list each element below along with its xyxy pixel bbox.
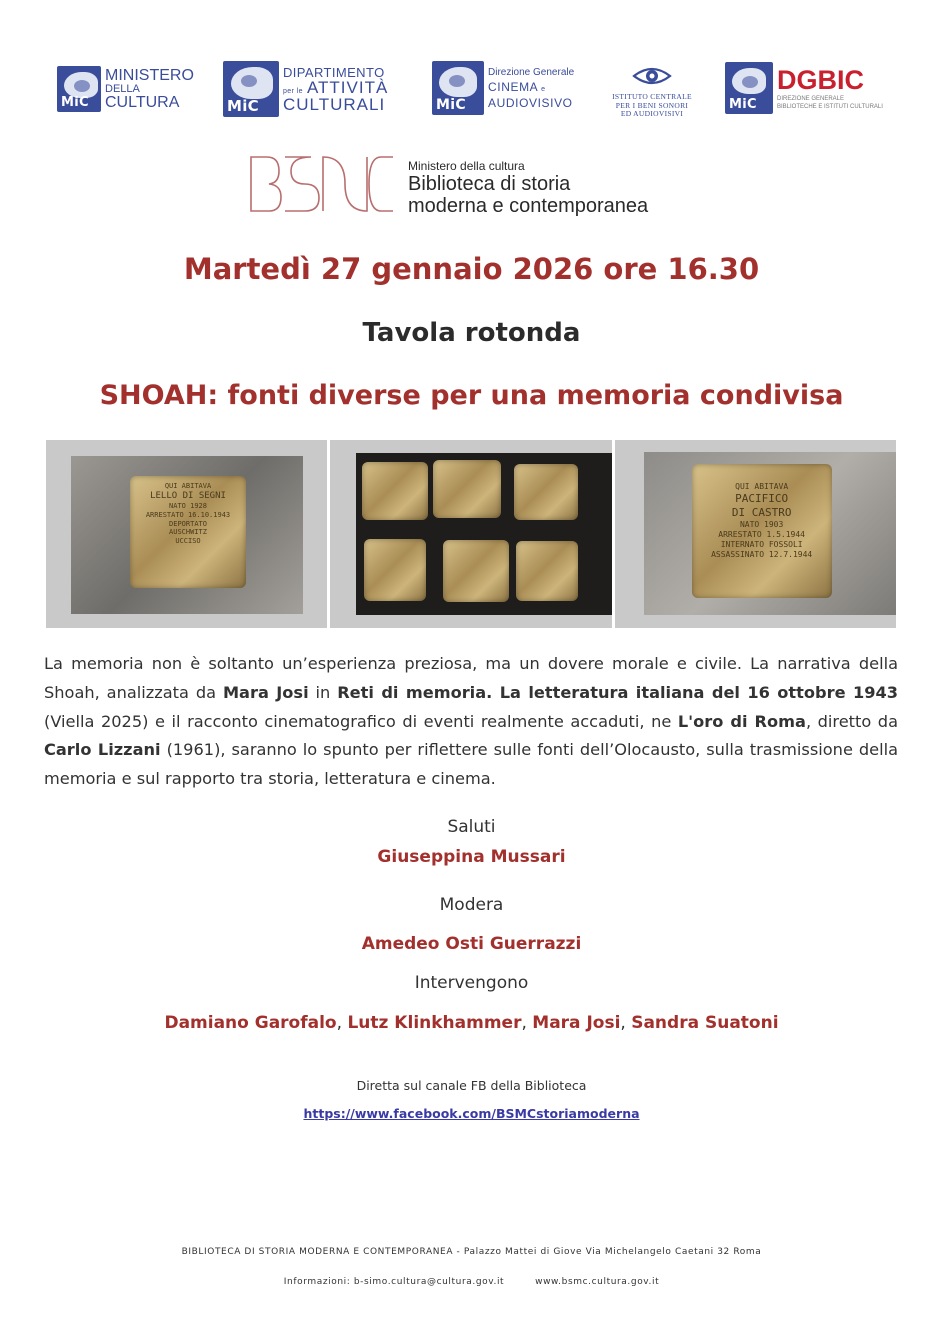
modera-name-text: Amedeo Osti Guerrazzi — [361, 934, 582, 954]
plaque-text: INTERNATO FOSSOLI — [720, 539, 803, 549]
eye-icon — [632, 64, 672, 88]
cinema-line3: AUDIOVISIVO — [488, 95, 573, 110]
separator: , — [620, 1013, 626, 1033]
speaker-name: Lutz Klinkhammer — [347, 1013, 522, 1033]
streaming-label: Diretta sul canale FB della Biblioteca — [356, 1078, 587, 1093]
mic-emblem-icon — [57, 66, 101, 112]
istituto-line1: ISTITUTO CENTRALE — [612, 92, 692, 101]
modera-label-text: Modera — [439, 895, 504, 915]
bsmc-logo-text — [408, 159, 648, 217]
intervengono-label — [0, 973, 943, 993]
stolperstein-plaque — [364, 539, 426, 601]
ministero-logo-text — [105, 68, 194, 111]
stolperstein-photo-3 — [615, 440, 896, 628]
plaque-text: QUI ABITAVA — [164, 482, 212, 490]
footer-contacts — [0, 1277, 943, 1287]
dgbic-sub1: DIREZIONE GENERALE — [777, 95, 845, 102]
istituto-line3: ED AUDIOVISIVI — [620, 109, 684, 119]
dipartimento-line1: DIPARTIMENTO — [283, 64, 385, 80]
bsmc-monogram-icon — [247, 155, 397, 213]
plaque-text: ARRESTATO 16.10.1943 — [145, 510, 231, 519]
ministero-line1: MINISTERO — [105, 66, 194, 84]
mic-label: MiC — [227, 97, 259, 115]
stolperstein-photo-2 — [330, 440, 611, 628]
plaque-text: ASSASSINATO 12.7.1944 — [711, 549, 813, 559]
istituto-beni-sonori-logo — [606, 64, 698, 119]
dipartimento-line2-small: per le — [283, 87, 303, 95]
saluti-name-text: Giuseppina Mussari — [377, 847, 566, 867]
cinema-audiovisivo-logo — [432, 61, 574, 115]
dgbic-logo — [725, 62, 883, 114]
plaque-text: PACIFICO — [735, 492, 789, 505]
speaker-name: Damiano Garofalo — [164, 1013, 337, 1033]
speakers-list — [0, 1013, 943, 1033]
facebook-link[interactable]: https://www.facebook.com/BSMCstoriamoderna — [303, 1106, 640, 1121]
mic-label: MiC — [61, 95, 89, 110]
stolperstein-plaque — [433, 460, 501, 518]
modera-label — [0, 895, 943, 915]
streaming-link-wrap — [0, 1106, 943, 1121]
mic-label: MiC — [729, 97, 757, 112]
ministero-line3: CULTURA — [105, 93, 180, 111]
istituto-line2: PER I BENI SONORI — [615, 100, 689, 110]
mic-emblem-icon — [432, 61, 484, 115]
event-description — [44, 650, 898, 794]
dipartimento-logo-text — [283, 66, 388, 113]
event-title: SHOAH: fonti diverse per una memoria condivisa — [99, 380, 844, 411]
bsmc-ministry-line: Ministero della cultura — [408, 159, 525, 173]
stolperstein-plaque — [516, 541, 578, 601]
mic-label: MiC — [436, 97, 466, 113]
bsmc-name-line2: moderna e contemporanea — [408, 195, 649, 217]
director-name: Carlo Lizzani — [44, 740, 161, 760]
stolperstein-photo-1 — [46, 440, 327, 628]
book-title: Reti di memoria. La letteratura italiana del 16 ottobre 1943 — [337, 682, 898, 702]
ministero-cultura-logo — [57, 66, 194, 112]
plaque-text: NATO 1903 — [739, 519, 784, 529]
saluti-label-text: Saluti — [447, 817, 496, 837]
saluti-label — [0, 817, 943, 837]
saluti-name — [0, 847, 943, 867]
dgbic-sub2: BIBLIOTECHE E ISTITUTI CULTURALI — [777, 103, 883, 110]
plaque-text: ARRESTATO 1.5.1944 — [718, 529, 805, 539]
plaque-text: DI CASTRO — [731, 505, 792, 519]
description-text: La memoria non è soltanto un’esperienza preziosa, ma un dovere morale e civile. La narrativa della Shoah, analizzata da — [44, 654, 898, 702]
plaque-text: UCCISO — [175, 537, 201, 545]
modera-name — [0, 934, 943, 954]
footer-address: BIBLIOTECA DI STORIA MODERNA E CONTEMPORANEA - Palazzo Mattei di Giove Via Michelangelo Caetani 32 Roma — [181, 1247, 762, 1257]
speaker-name: Sandra Suatoni — [631, 1013, 779, 1033]
footer-website: www.bsmc.cultura.gov.it — [535, 1277, 660, 1287]
separator: , — [336, 1013, 343, 1033]
description-text: , diretto da — [805, 711, 899, 731]
stolperstein-plaque — [514, 464, 578, 520]
plaque-text: AUSCHWITZ — [169, 528, 207, 537]
dipartimento-line2: ATTIVITÀ — [306, 77, 389, 97]
dgbic-logo-text — [777, 64, 883, 110]
dgbic-title: DGBIC — [777, 64, 864, 95]
ministero-line2: DELLA — [105, 82, 140, 95]
mic-emblem-icon — [725, 62, 773, 114]
description-text: in — [308, 682, 338, 702]
plaque-text: LELLO DI SEGNI — [150, 490, 226, 501]
cinema-line1: Direzione Generale — [488, 66, 575, 78]
separator: , — [521, 1013, 527, 1033]
footer-email: Informazioni: b-simo.cultura@cultura.gov.it — [283, 1277, 505, 1287]
bsmc-name-line1: Biblioteca di storia — [408, 173, 571, 195]
author-name: Mara Josi — [222, 682, 309, 702]
film-title: L'oro di Roma — [677, 711, 806, 731]
event-date: Martedì 27 gennaio 2026 ore 16.30 — [183, 252, 760, 286]
cinema-logo-text — [488, 68, 574, 109]
dipartimento-line3: CULTURALI — [283, 94, 386, 114]
mic-emblem-icon — [223, 61, 279, 117]
intervengono-label-text: Intervengono — [414, 973, 529, 993]
plaque-text: QUI ABITAVA — [735, 482, 789, 491]
description-text: (1961), saranno lo spunto per riflettere sulle fonti dell’Olocausto, sulla trasmissione della memoria e sul rapporto tra storia, letteratura e cinema. — [44, 740, 899, 789]
cinema-line2-small: e — [541, 85, 545, 93]
plaque-text: NATO 1928 — [169, 502, 207, 510]
stolperstein-plaque — [443, 540, 509, 602]
event-type: Tavola rotonda — [362, 318, 581, 348]
dipartimento-logo — [223, 61, 388, 117]
stolpersteine-photo-strip — [46, 440, 896, 628]
stolperstein-plaque — [362, 462, 428, 520]
stolperstein-plaque — [692, 464, 832, 598]
stolperstein-plaque — [130, 476, 246, 588]
cinema-line2: CINEMA — [488, 79, 539, 94]
speaker-name: Mara Josi — [532, 1013, 621, 1033]
description-text: (Viella 2025) e il racconto cinematografico di eventi realmente accaduti, ne — [44, 711, 678, 731]
plaque-text: DEPORTATO — [169, 519, 207, 528]
